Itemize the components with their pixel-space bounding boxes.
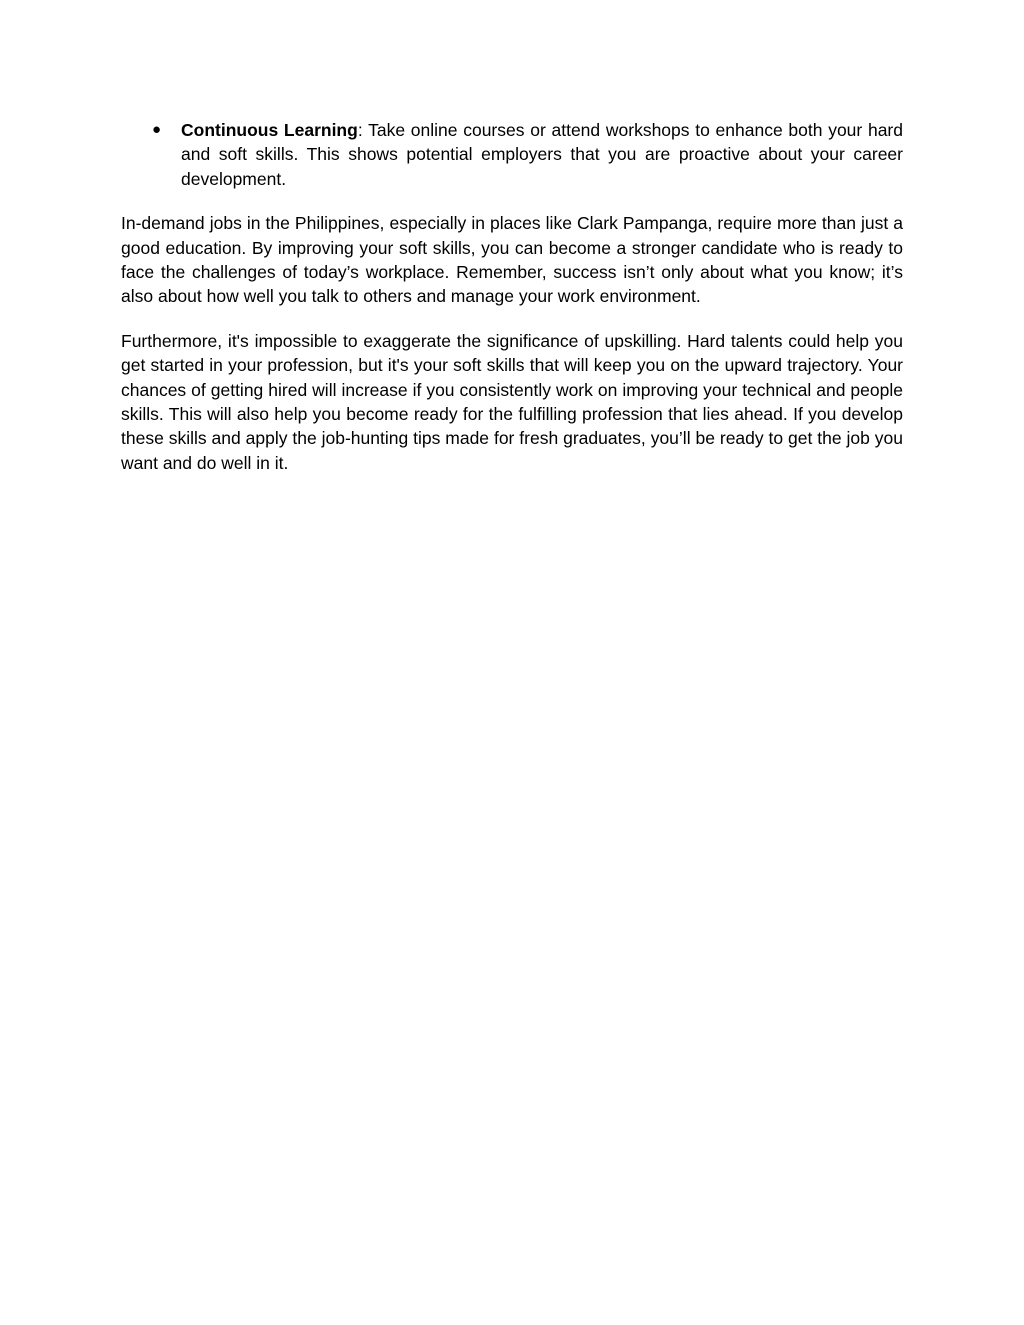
bullet-text: : Take online courses or attend workshops to enhance both your hard and soft skills. This shows potential employers that you are proactive about your career development. — [181, 120, 903, 189]
paragraph-in-demand-jobs: In-demand jobs in the Philippines, especially in places like Clark Pampanga, require more than just a good education. By improving your soft skills, you can become a stronger candidate who is ready to face the challenges of today’s workplace. Remember, success isn’t only about what you know; it’s also about how well you talk to others and manage your work environment. — [121, 213, 903, 307]
bullet-icon: ● — [152, 121, 162, 138]
bullet-term: Continuous Learning — [181, 120, 358, 140]
bullet-item-continuous-learning — [121, 118, 903, 191]
bullet-list — [121, 118, 903, 191]
document-page — [121, 118, 903, 495]
paragraph-upskilling: Furthermore, it's impossible to exaggerate the significance of upskilling. Hard talents could help you get started in your profession, but it's your soft skills that will keep you on the upward trajectory. Your chances of getting hired will increase if you consistently work on improving your technical and people skills. This will also help you become ready for the fulfilling profession that lies ahead. If you develop these skills and apply the job-hunting tips made for fresh graduates, you’ll be ready to get the job you want and do well in it. — [121, 330, 903, 473]
